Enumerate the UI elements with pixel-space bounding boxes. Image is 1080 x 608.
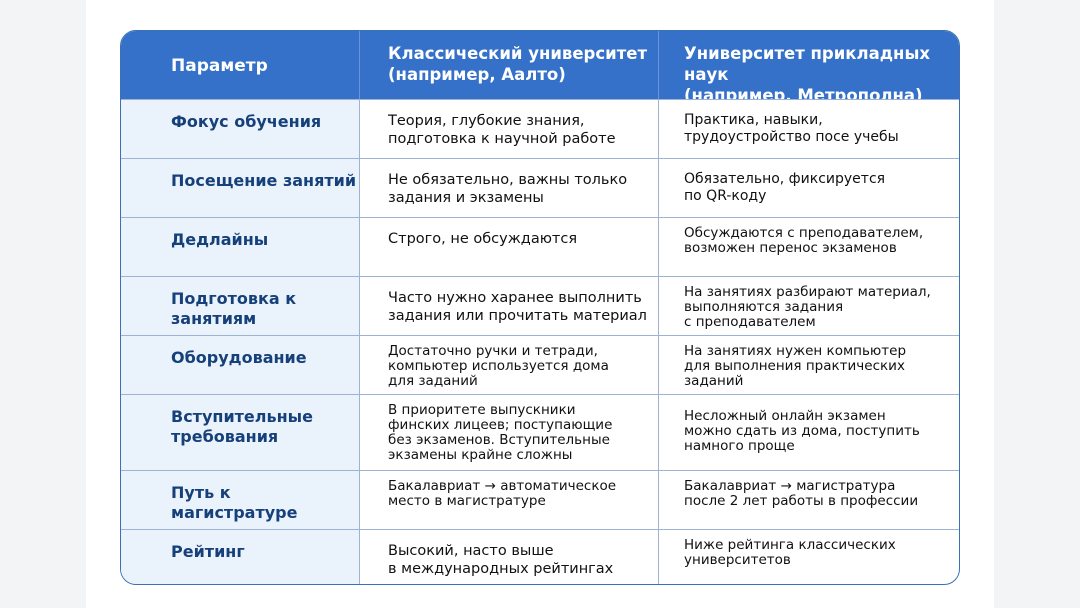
applied-value: На занятиях нужен компьютер для выполнения практических заданий: [684, 343, 907, 389]
applied-value: Обязательно, фиксируется по QR-коду: [684, 171, 886, 204]
table-row: [121, 99, 959, 158]
applied-value: Ниже рейтинга классических университетов: [684, 537, 896, 568]
table-row: [121, 529, 959, 585]
table-row: [121, 394, 959, 470]
classic-cell: [359, 218, 658, 276]
classic-cell: [359, 530, 658, 585]
param-cell: [121, 100, 359, 158]
classic-cell: [359, 159, 658, 217]
param-label: Путь к магистратуре: [171, 483, 298, 522]
classic-value: Теория, глубокие знания, подготовка к научной работе: [388, 113, 616, 147]
table-row: [121, 276, 959, 335]
table-header-row: [121, 31, 959, 105]
classic-cell: [359, 395, 658, 470]
param-cell: [121, 159, 359, 217]
classic-value: Строго, не обсуждаются: [388, 231, 578, 247]
table-row: [121, 470, 959, 529]
param-cell: [121, 277, 359, 335]
header-cell-classic: [359, 31, 658, 99]
param-label: Посещение занятий: [171, 171, 357, 190]
header-cell-applied: [658, 31, 959, 105]
applied-cell: [658, 159, 959, 217]
param-cell: [121, 218, 359, 276]
classic-value: Бакалавриат → автоматическое место в магистратуре: [388, 478, 617, 509]
comparison-table: [120, 30, 960, 585]
applied-cell: [658, 395, 959, 470]
classic-value: Часто нужно харанее выполнить задания или прочитать материал: [388, 290, 647, 324]
param-cell: [121, 471, 359, 529]
classic-cell: [359, 336, 658, 394]
header-applied-label: Университет прикладных наук (например, Метрополна): [684, 44, 931, 105]
table-row: [121, 335, 959, 394]
applied-value: На занятиях разбирают материал, выполняются задания с преподавателем: [684, 284, 931, 330]
applied-cell: [658, 530, 959, 585]
classic-value: Высокий, насто выше в международных рейтингах: [388, 543, 614, 577]
applied-cell: [658, 218, 959, 276]
applied-value: Бакалавриат → магистратура после 2 лет работы в профессии: [684, 478, 919, 509]
table-row: [121, 217, 959, 276]
param-label: Вступительные требования: [171, 407, 313, 446]
applied-value: Несложный онлайн экзамен можно сдать из дома, поступить намного проще: [684, 408, 920, 454]
applied-value: Обсуждаются с преподавателем, возможен перенос экзаменов: [684, 225, 924, 256]
applied-cell: [658, 336, 959, 394]
header-classic-label: Классический университет (например, Аалто): [388, 44, 648, 84]
param-label: Оборудование: [171, 348, 307, 367]
table-row: [121, 158, 959, 217]
param-cell: [121, 530, 359, 585]
applied-cell: [658, 277, 959, 335]
classic-cell: [359, 100, 658, 158]
applied-cell: [658, 100, 959, 158]
header-parameter-label: Параметр: [171, 56, 268, 76]
param-cell: [121, 395, 359, 470]
classic-value: В приоритете выпускники финских лицеев; поступающие без экзаменов. Вступительные экзамены крайне сложны: [388, 402, 613, 463]
param-cell: [121, 336, 359, 394]
applied-cell: [658, 471, 959, 529]
param-label: Фокус обучения: [171, 112, 322, 131]
classic-cell: [359, 471, 658, 529]
applied-value: Практика, навыки, трудоустройство посе учебы: [684, 112, 899, 145]
param-label: Подготовка к занятиям: [171, 289, 297, 328]
param-label: Рейтинг: [171, 542, 245, 561]
param-label: Дедлайны: [171, 230, 269, 249]
classic-cell: [359, 277, 658, 335]
header-cell-parameter: [121, 31, 359, 99]
classic-value: Достаточно ручки и тетради, компьютер используется дома для заданий: [388, 343, 609, 389]
classic-value: Не обязательно, важны только задания и экзамены: [388, 172, 628, 206]
